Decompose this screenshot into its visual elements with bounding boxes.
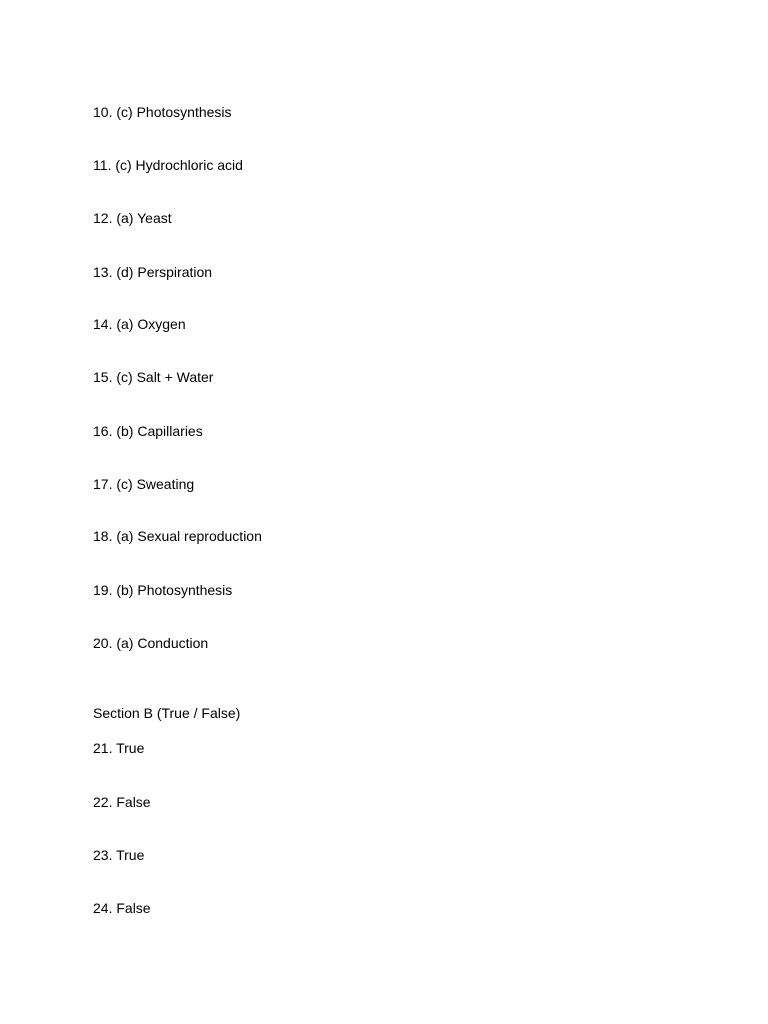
answer-line: 16. (b) Capillaries (93, 423, 203, 439)
answer-line: 17. (c) Sweating (93, 476, 195, 492)
answer-line: 22. False (93, 794, 151, 810)
answer-line: 24. False (93, 900, 151, 916)
answer-line: 13. (d) Perspiration (93, 264, 213, 280)
section-heading: Section B (True / False) (93, 705, 241, 721)
answer-line: 20. (a) Conduction (93, 635, 209, 651)
answer-line: 12. (a) Yeast (93, 210, 172, 226)
answer-line: 10. (c) Photosynthesis (93, 104, 232, 120)
answer-line: 19. (b) Photosynthesis (93, 582, 233, 598)
answer-line: 11. (c) Hydrochloric acid (93, 157, 243, 173)
answer-line: 21. True (93, 740, 145, 756)
answer-line: 14. (a) Oxygen (93, 316, 186, 332)
answer-line: 23. True (93, 847, 145, 863)
answer-line: 15. (c) Salt + Water (93, 369, 214, 385)
answer-line: 18. (a) Sexual reproduction (93, 528, 262, 544)
